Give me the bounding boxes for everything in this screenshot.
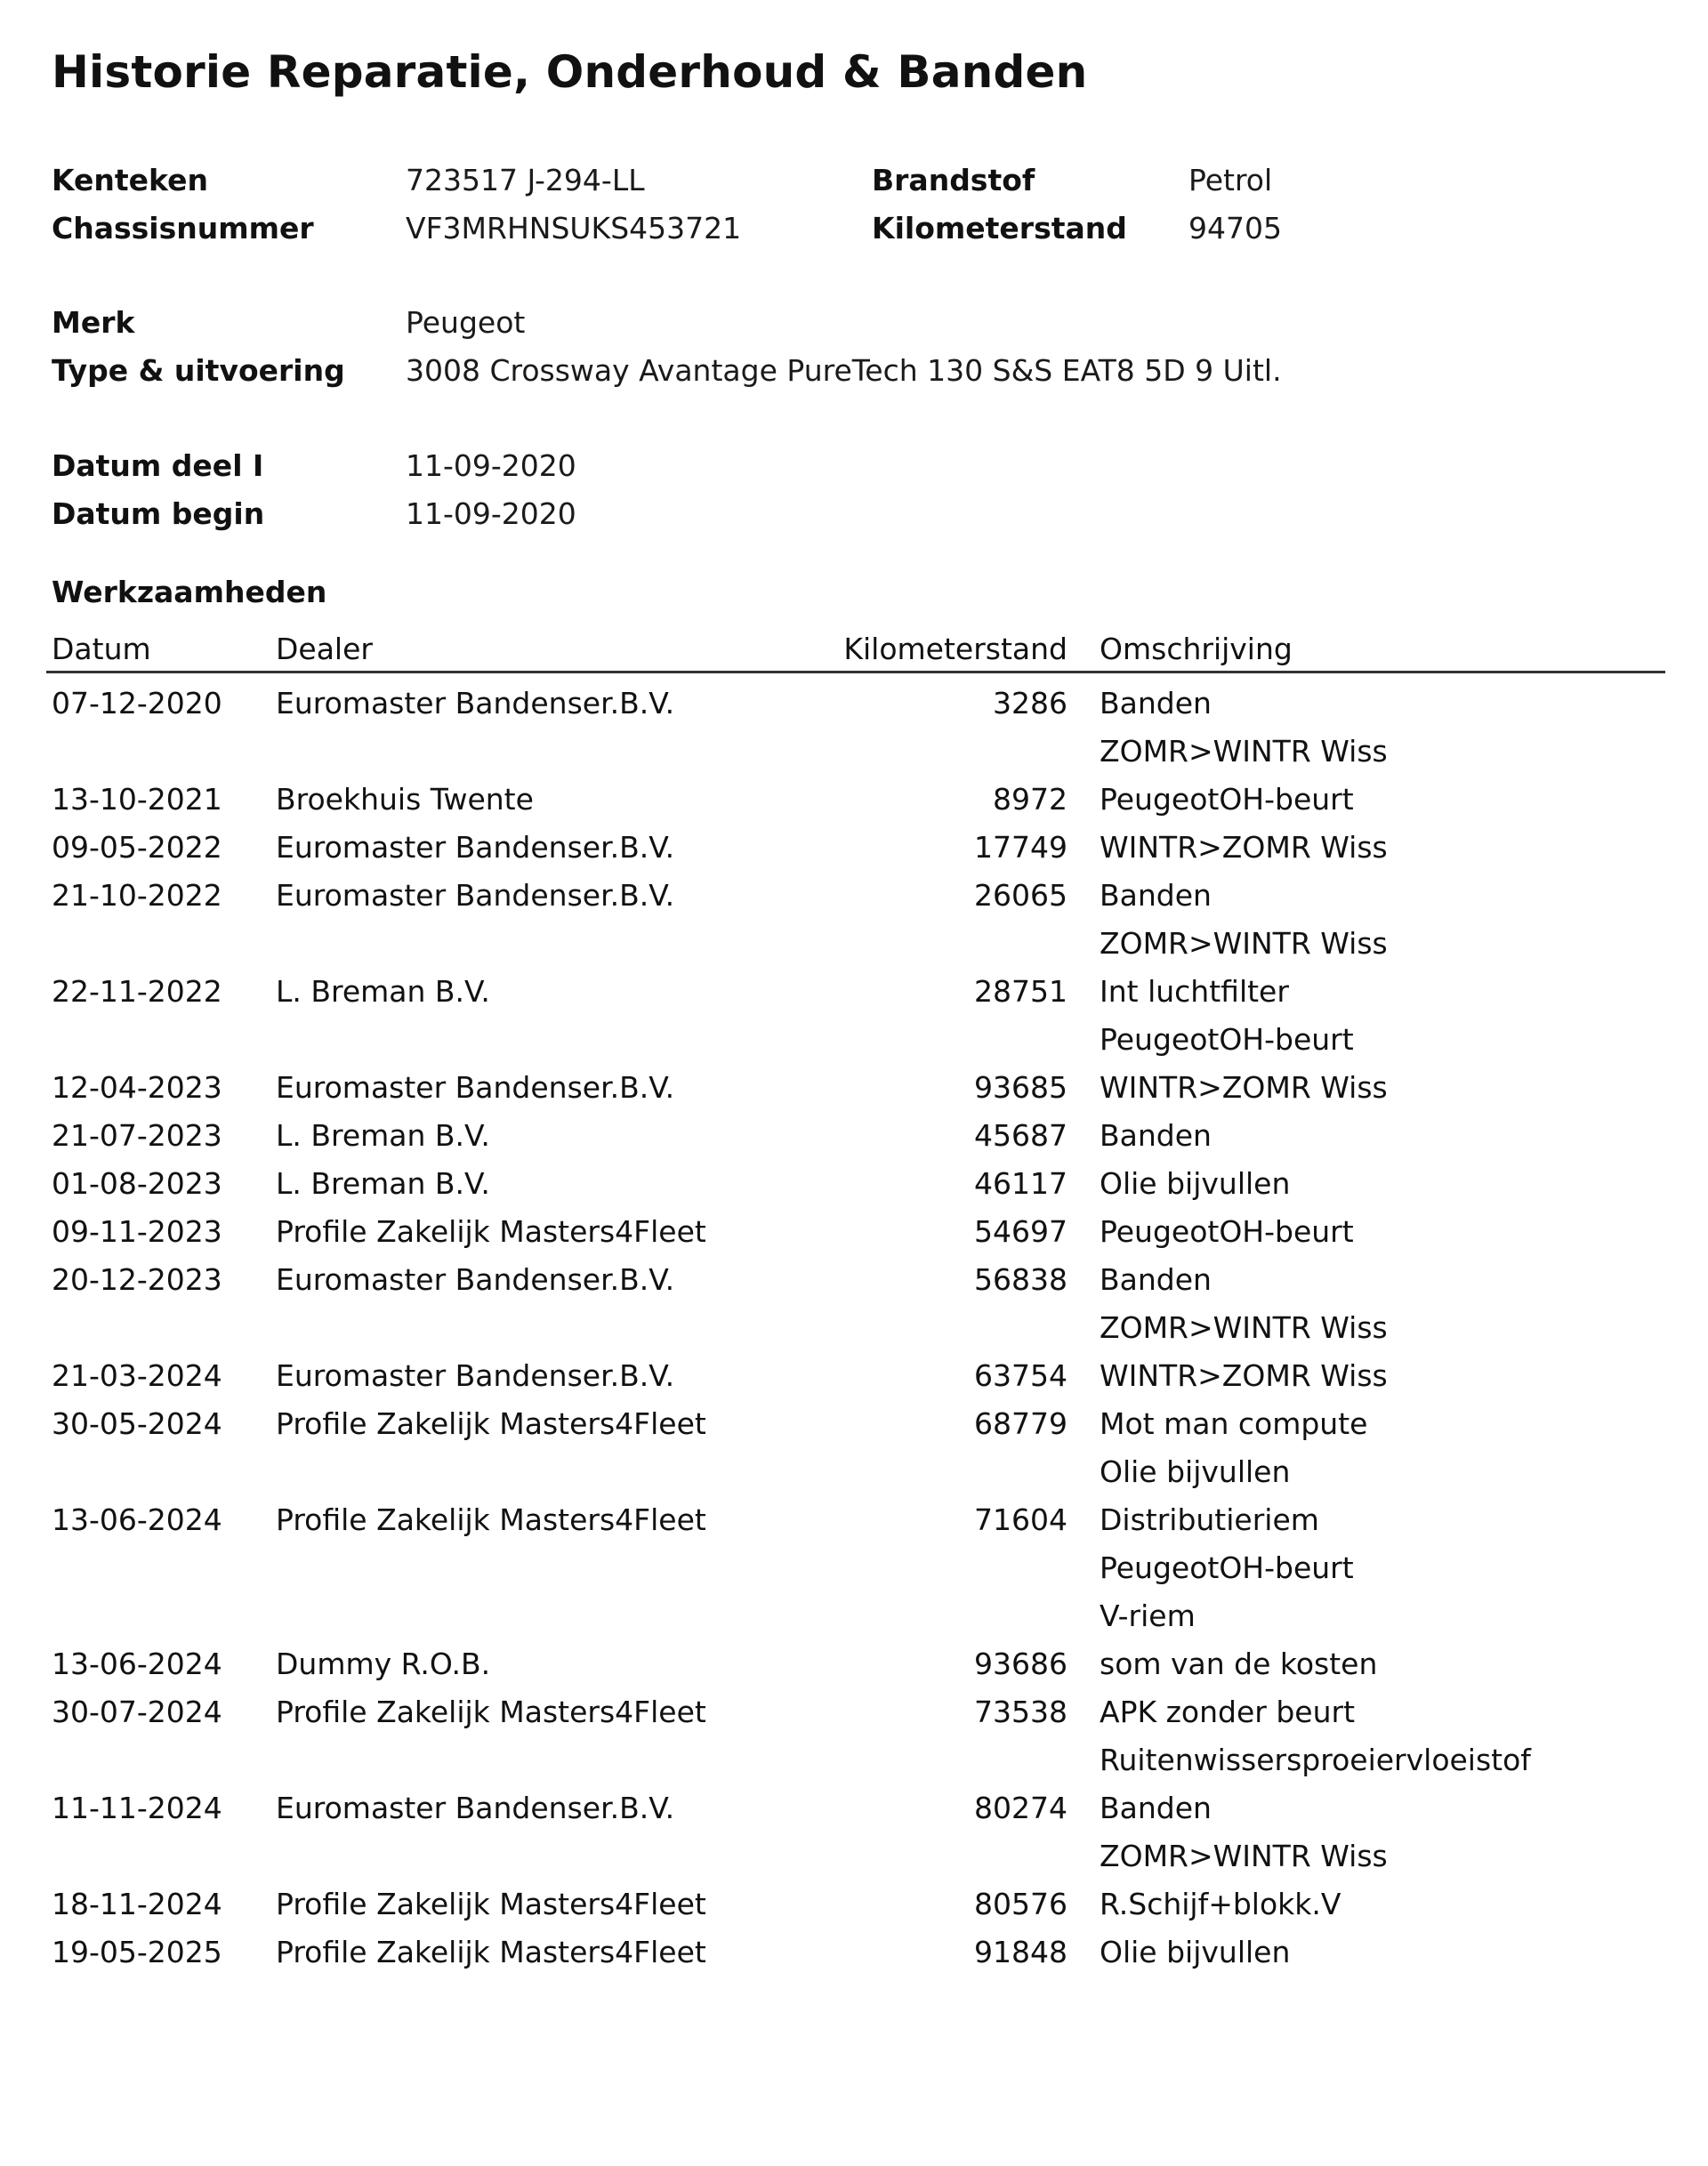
row-date: 18-11-2024 xyxy=(52,1887,222,1921)
row-dealer: Profile Zakelijk Masters4Fleet xyxy=(276,1502,706,1537)
row-kilometerstand: 93685 xyxy=(974,1070,1068,1105)
row-kilometerstand: 56838 xyxy=(974,1262,1068,1297)
table-row xyxy=(46,1880,1665,1928)
row-date: 30-07-2024 xyxy=(52,1695,222,1729)
omschrijving-line: ZOMR>WINTR Wiss xyxy=(1100,1310,1388,1345)
row-date: 13-06-2024 xyxy=(52,1647,222,1681)
row-date: 30-05-2024 xyxy=(52,1406,222,1441)
row-dealer: L. Breman B.V. xyxy=(276,974,490,1009)
row-date: 21-10-2022 xyxy=(52,878,222,913)
column-header-omschrijving: Omschrijving xyxy=(1100,632,1293,666)
row-dealer: L. Breman B.V. xyxy=(276,1118,490,1153)
column-header-datum: Datum xyxy=(52,632,151,666)
omschrijving-line: WINTR>ZOMR Wiss xyxy=(1100,1070,1388,1105)
merk-label: Merk xyxy=(52,305,135,340)
omschrijving-line: Distributieriem xyxy=(1100,1502,1319,1537)
row-date: 12-04-2023 xyxy=(52,1070,222,1105)
werkzaamheden-title: Werkzaamheden xyxy=(52,575,327,609)
table-row xyxy=(46,680,1665,776)
row-omschrijving xyxy=(1100,1160,1665,1208)
table-row xyxy=(46,1688,1665,1784)
row-date: 11-11-2024 xyxy=(52,1791,222,1825)
column-header-dealer: Dealer xyxy=(276,632,373,666)
row-date: 20-12-2023 xyxy=(52,1262,222,1297)
row-date: 21-03-2024 xyxy=(52,1358,222,1393)
row-date: 07-12-2020 xyxy=(52,686,222,721)
table-header xyxy=(46,630,1665,673)
row-kilometerstand: 28751 xyxy=(974,974,1068,1009)
omschrijving-line: ZOMR>WINTR Wiss xyxy=(1100,734,1388,769)
row-omschrijving xyxy=(1100,824,1665,872)
row-omschrijving xyxy=(1100,1256,1665,1352)
omschrijving-line: som van de kosten xyxy=(1100,1647,1378,1681)
type-label: Type & uitvoering xyxy=(52,353,345,388)
table-row xyxy=(46,1784,1665,1880)
row-omschrijving xyxy=(1100,1208,1665,1256)
row-kilometerstand: 91848 xyxy=(974,1935,1068,1969)
row-omschrijving xyxy=(1100,1064,1665,1112)
kilometerstand-value: 94705 xyxy=(1188,211,1282,246)
row-omschrijving xyxy=(1100,1928,1665,1977)
row-omschrijving xyxy=(1100,1688,1665,1784)
row-kilometerstand: 54697 xyxy=(974,1214,1068,1249)
row-kilometerstand: 26065 xyxy=(974,878,1068,913)
table-row xyxy=(46,1352,1665,1400)
row-dealer: Euromaster Bandenser.B.V. xyxy=(276,1358,675,1393)
row-dealer: Dummy R.O.B. xyxy=(276,1647,491,1681)
row-date: 09-11-2023 xyxy=(52,1214,222,1249)
kenteken-value: 723517 J-294-LL xyxy=(406,163,645,197)
brandstof-label: Brandstof xyxy=(872,163,1035,197)
row-kilometerstand: 45687 xyxy=(974,1118,1068,1153)
werkzaamheden-table-body xyxy=(46,680,1665,1977)
omschrijving-line: Banden xyxy=(1100,878,1212,913)
row-omschrijving xyxy=(1100,1400,1665,1496)
row-omschrijving xyxy=(1100,776,1665,824)
row-omschrijving xyxy=(1100,1880,1665,1928)
row-dealer: Profile Zakelijk Masters4Fleet xyxy=(276,1406,706,1441)
table-row xyxy=(46,1160,1665,1208)
omschrijving-line: V-riem xyxy=(1100,1598,1196,1633)
kenteken-label: Kenteken xyxy=(52,163,208,197)
omschrijving-line: WINTR>ZOMR Wiss xyxy=(1100,1358,1388,1393)
table-row xyxy=(46,1400,1665,1496)
datum-deel1-label: Datum deel I xyxy=(52,448,264,483)
datum-begin-value: 11-09-2020 xyxy=(406,496,576,531)
row-kilometerstand: 3286 xyxy=(993,686,1068,721)
datum-deel1-value: 11-09-2020 xyxy=(406,448,576,483)
row-dealer: Euromaster Bandenser.B.V. xyxy=(276,1262,675,1297)
row-dealer: Euromaster Bandenser.B.V. xyxy=(276,1791,675,1825)
table-row xyxy=(46,1640,1665,1688)
row-dealer: Profile Zakelijk Masters4Fleet xyxy=(276,1887,706,1921)
omschrijving-line: Banden xyxy=(1100,1262,1212,1297)
table-row xyxy=(46,1208,1665,1256)
row-omschrijving xyxy=(1100,1640,1665,1688)
omschrijving-line: ZOMR>WINTR Wiss xyxy=(1100,926,1388,961)
omschrijving-line: Olie bijvullen xyxy=(1100,1166,1291,1201)
omschrijving-line: Banden xyxy=(1100,686,1212,721)
row-kilometerstand: 8972 xyxy=(993,782,1068,817)
row-kilometerstand: 80274 xyxy=(974,1791,1068,1825)
row-date: 01-08-2023 xyxy=(52,1166,222,1201)
table-row xyxy=(46,872,1665,968)
row-kilometerstand: 46117 xyxy=(974,1166,1068,1201)
omschrijving-line: PeugeotOH-beurt xyxy=(1100,1550,1354,1585)
table-row xyxy=(46,824,1665,872)
row-omschrijving xyxy=(1100,1352,1665,1400)
omschrijving-line: Banden xyxy=(1100,1118,1212,1153)
row-date: 21-07-2023 xyxy=(52,1118,222,1153)
row-omschrijving xyxy=(1100,680,1665,776)
omschrijving-line: APK zonder beurt xyxy=(1100,1695,1356,1729)
row-dealer: Broekhuis Twente xyxy=(276,782,534,817)
column-header-kilometerstand: Kilometerstand xyxy=(843,632,1068,666)
row-kilometerstand: 73538 xyxy=(974,1695,1068,1729)
kilometerstand-label: Kilometerstand xyxy=(872,211,1127,246)
row-date: 09-05-2022 xyxy=(52,830,222,865)
table-row xyxy=(46,1064,1665,1112)
omschrijving-line: Int luchtfilter xyxy=(1100,974,1289,1009)
row-omschrijving xyxy=(1100,1496,1665,1640)
table-row xyxy=(46,968,1665,1064)
omschrijving-line: Mot man compute xyxy=(1100,1406,1368,1441)
type-value: 3008 Crossway Avantage PureTech 130 S&S EAT8 5D 9 Uitl. xyxy=(406,353,1282,388)
datum-begin-label: Datum begin xyxy=(52,496,265,531)
page-title: Historie Reparatie, Onderhoud & Banden xyxy=(52,46,1088,98)
row-omschrijving xyxy=(1100,872,1665,968)
row-dealer: Profile Zakelijk Masters4Fleet xyxy=(276,1935,706,1969)
row-dealer: Euromaster Bandenser.B.V. xyxy=(276,1070,675,1105)
chassis-label: Chassisnummer xyxy=(52,211,314,246)
omschrijving-line: Olie bijvullen xyxy=(1100,1454,1291,1489)
row-omschrijving xyxy=(1100,1784,1665,1880)
row-date: 22-11-2022 xyxy=(52,974,222,1009)
row-kilometerstand: 17749 xyxy=(974,830,1068,865)
row-dealer: L. Breman B.V. xyxy=(276,1166,490,1201)
table-row xyxy=(46,1496,1665,1640)
omschrijving-line: Olie bijvullen xyxy=(1100,1935,1291,1969)
omschrijving-line: PeugeotOH-beurt xyxy=(1100,1214,1354,1249)
row-dealer: Euromaster Bandenser.B.V. xyxy=(276,830,675,865)
row-date: 13-10-2021 xyxy=(52,782,222,817)
row-kilometerstand: 80576 xyxy=(974,1887,1068,1921)
table-row xyxy=(46,1928,1665,1977)
table-row xyxy=(46,1112,1665,1160)
chassis-value: VF3MRHNSUKS453721 xyxy=(406,211,742,246)
row-kilometerstand: 93686 xyxy=(974,1647,1068,1681)
omschrijving-line: Ruitenwissersproeiervloeistof xyxy=(1100,1743,1531,1777)
row-dealer: Euromaster Bandenser.B.V. xyxy=(276,878,675,913)
table-row xyxy=(46,776,1665,824)
row-kilometerstand: 71604 xyxy=(974,1502,1068,1537)
omschrijving-line: ZOMR>WINTR Wiss xyxy=(1100,1839,1388,1873)
omschrijving-line: PeugeotOH-beurt xyxy=(1100,1022,1354,1057)
row-dealer: Euromaster Bandenser.B.V. xyxy=(276,686,675,721)
row-kilometerstand: 63754 xyxy=(974,1358,1068,1393)
omschrijving-line: PeugeotOH-beurt xyxy=(1100,782,1354,817)
merk-value: Peugeot xyxy=(406,305,526,340)
row-dealer: Profile Zakelijk Masters4Fleet xyxy=(276,1214,706,1249)
omschrijving-line: R.Schijf+blokk.V xyxy=(1100,1887,1341,1921)
row-date: 19-05-2025 xyxy=(52,1935,222,1969)
row-date: 13-06-2024 xyxy=(52,1502,222,1537)
row-dealer: Profile Zakelijk Masters4Fleet xyxy=(276,1695,706,1729)
row-kilometerstand: 68779 xyxy=(974,1406,1068,1441)
omschrijving-line: Banden xyxy=(1100,1791,1212,1825)
table-row xyxy=(46,1256,1665,1352)
row-omschrijving xyxy=(1100,1112,1665,1160)
omschrijving-line: WINTR>ZOMR Wiss xyxy=(1100,830,1388,865)
row-omschrijving xyxy=(1100,968,1665,1064)
brandstof-value: Petrol xyxy=(1188,163,1273,197)
